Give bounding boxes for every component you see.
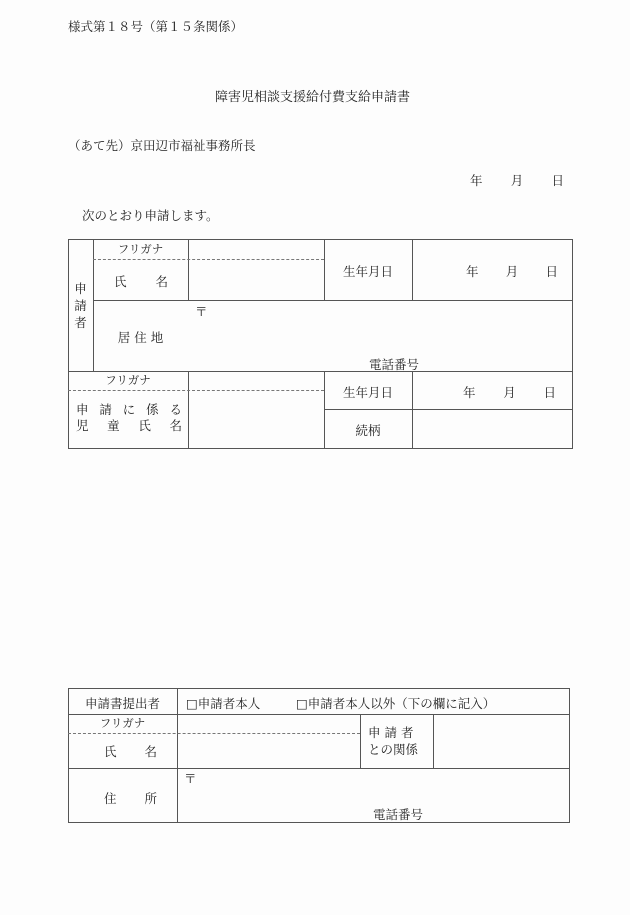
checkbox-applicant-other[interactable]: □申請者本人以外（下の欄に記入） — [296, 696, 496, 711]
child-furigana-field[interactable] — [189, 372, 323, 389]
table-border — [68, 239, 69, 449]
relationship-label: 続柄 — [355, 423, 381, 438]
relationship-field[interactable] — [413, 410, 571, 447]
applicant-birthdate-field[interactable]: 年 月 日 — [466, 264, 558, 279]
applicant-address-label: 居 住 地 — [117, 330, 164, 345]
date-year-label: 年 — [470, 173, 483, 188]
applicant-name-label: 氏 名 — [114, 274, 168, 289]
applicant-furigana-field[interactable] — [189, 240, 323, 258]
table-border — [68, 822, 570, 823]
submitter-furigana-label: フリガナ — [99, 716, 146, 730]
addressee: （あて先）京田辺市福祉事務所長 — [68, 138, 256, 153]
table-border — [569, 688, 570, 823]
child-name-label: 申 請 に 係 る 児 童 氏 名 — [76, 402, 182, 433]
postal-mark: 〒 — [184, 771, 197, 786]
furigana-divider — [68, 390, 324, 391]
table-divider — [360, 714, 361, 768]
applicant-birthdate-label: 生年月日 — [342, 264, 393, 279]
date-day-label: 日 — [551, 173, 564, 188]
submitter-address-label: 住 所 — [104, 791, 157, 806]
form-number: 様式第１８号（第１５条関係） — [68, 19, 244, 34]
submitter-phone-label: 電話番号 — [373, 807, 424, 822]
submitter-name-label: 氏 名 — [104, 744, 157, 759]
applicant-group-label: 申 請 者 — [74, 281, 87, 330]
child-birthdate-label: 生年月日 — [342, 385, 393, 400]
furigana-divider — [68, 733, 360, 734]
applicant-phone-label: 電話番号 — [369, 357, 420, 372]
postal-mark: 〒 — [195, 304, 208, 319]
child-birthdate-field[interactable]: 年 月 日 — [463, 385, 556, 400]
table-border — [572, 239, 573, 449]
applicant-address-field[interactable] — [189, 301, 572, 351]
applicant-furigana-label: フリガナ — [117, 242, 164, 256]
table-border — [68, 448, 573, 449]
submitter-label: 申請書提出者 — [84, 696, 160, 711]
submitter-address-field[interactable] — [178, 769, 569, 801]
submitter-relationship-field[interactable] — [434, 715, 568, 767]
date-line — [470, 171, 564, 189]
furigana-divider — [93, 259, 324, 260]
page-title: 障害児相談支援給付費支給申請書 — [215, 90, 411, 105]
submitter-name-field[interactable] — [178, 735, 359, 767]
child-name-field[interactable] — [189, 392, 323, 447]
checkbox-applicant-self[interactable]: □申請者本人 — [186, 696, 261, 711]
child-furigana-label: フリガナ — [105, 373, 151, 387]
submitter-furigana-field[interactable] — [178, 715, 359, 732]
date-month-label: 月 — [510, 173, 524, 188]
applicant-name-field[interactable] — [189, 261, 323, 299]
submitter-relationship-label: 申 請 者 との関係 — [368, 725, 419, 757]
intro-text: 次のとおり申請します。 — [82, 208, 219, 223]
table-border — [68, 688, 570, 689]
table-divider — [412, 239, 413, 301]
